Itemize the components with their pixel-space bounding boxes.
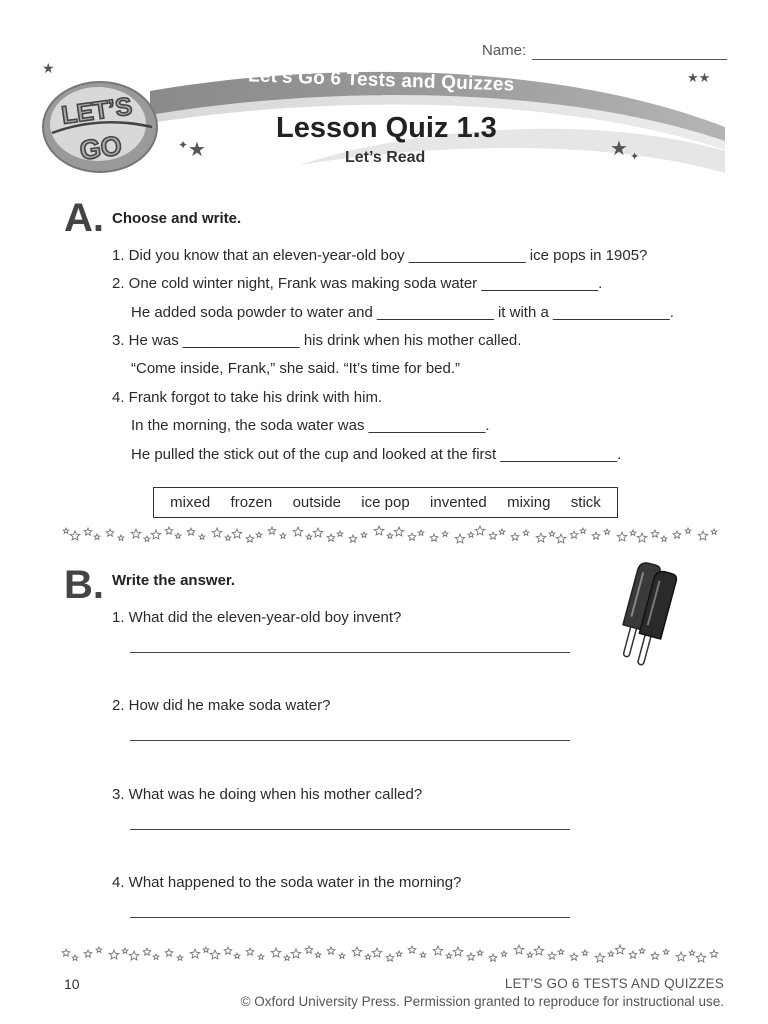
star-icon [430, 534, 438, 541]
word-bank-item: mixed [170, 494, 211, 511]
section-b-letter: B. [64, 563, 104, 607]
word-bank [153, 487, 618, 518]
footer-copyright: © Oxford University Press. Permission granted to reproduce for instructional use. [240, 994, 724, 1009]
quiz-subtitle: Let’s Read [345, 149, 426, 166]
star-icon [72, 955, 78, 960]
star-icon [118, 535, 124, 540]
star-icon: ✦ [178, 138, 189, 152]
star-icon [556, 534, 566, 543]
star-icon [225, 535, 231, 540]
star-icon [582, 950, 588, 955]
section-b-instruction: Write the answer. [112, 572, 236, 589]
star-icon [327, 947, 335, 954]
star-icon [676, 952, 686, 961]
star-icon [455, 534, 465, 543]
star-icon [315, 952, 321, 957]
star-icon [203, 947, 209, 952]
star-icon [418, 530, 424, 535]
series-title: Let’s Go 6 Tests and Quizzes [247, 65, 515, 96]
star-icon [144, 536, 150, 541]
star-icon [651, 530, 659, 537]
word-bank-item: mixing [507, 494, 551, 511]
answer-line[interactable] [130, 917, 570, 918]
star-icon [548, 952, 556, 959]
section-a-line: He added soda powder to water and ______________ it with a ______________. [131, 304, 674, 321]
star-icon [394, 527, 404, 536]
section-a-line: In the morning, the soda water was ______________. [131, 417, 490, 434]
star-icon [592, 532, 600, 539]
star-icon [514, 945, 524, 954]
star-icon [284, 955, 290, 960]
star-icon [187, 528, 195, 535]
star-icon [511, 533, 519, 540]
star-icon [615, 945, 625, 954]
section-a-line: 3. He was ______________ his drink when his mother called. [112, 332, 522, 349]
star-icon [558, 949, 564, 954]
star-icon [534, 946, 544, 955]
star-icon [84, 950, 92, 957]
star-icon [210, 950, 220, 959]
word-bank-item: outside [292, 494, 341, 511]
star-icon [689, 950, 695, 955]
star-icon [153, 954, 159, 959]
star-icon [489, 532, 497, 539]
star-icon [617, 532, 627, 541]
star-icon [190, 949, 200, 958]
star-icon [246, 948, 254, 955]
star-icon [306, 534, 312, 539]
star-icon: ★ [188, 139, 206, 161]
section-a-line: He pulled the stick out of the cup and looked at the first ______________. [131, 446, 622, 463]
section-a-letter: A. [64, 196, 104, 240]
star-icon [639, 948, 645, 953]
logo-text-lets: LET’S [59, 92, 134, 130]
star-icon [527, 952, 533, 957]
star-icon [386, 954, 394, 961]
star-icon [661, 536, 667, 541]
star-icon [258, 954, 264, 959]
star-icon [651, 952, 659, 959]
footer-book-title: LET’S GO 6 TESTS AND QUIZZES [504, 976, 724, 991]
star-icon [94, 534, 100, 539]
star-icon [396, 951, 402, 956]
word-bank-item: invented [430, 494, 487, 511]
star-icon [536, 533, 546, 542]
star-icon [361, 532, 367, 537]
star-icon [165, 949, 173, 956]
star-icon [199, 534, 205, 539]
star-icon [408, 946, 416, 953]
star-icon [291, 949, 301, 958]
star-icon [549, 531, 555, 536]
star-icon [109, 950, 119, 959]
star-icon [224, 947, 232, 954]
star-icon [408, 533, 416, 540]
star-icon [453, 947, 463, 956]
star-icon [710, 950, 718, 957]
page-number: 10 [64, 976, 80, 992]
star-icon [327, 534, 335, 541]
answer-line[interactable] [130, 740, 570, 741]
question: 2. How did he make soda water? [112, 697, 331, 714]
star-icon [711, 529, 717, 534]
word-bank-item: stick [570, 494, 601, 511]
star-icon [499, 529, 505, 534]
star-icon [246, 535, 254, 542]
section-a-line: 1. Did you know that an eleven-year-old boy ______________ ice pops in 1905? [112, 247, 648, 264]
star-icon [387, 533, 393, 538]
star-icon [595, 953, 605, 962]
star-icon [604, 529, 610, 534]
star-divider [60, 942, 725, 964]
popsicle-icon [612, 562, 692, 672]
star-icon [84, 528, 92, 535]
section-a-line: “Come inside, Frank,” she said. “It’s time for bed.” [131, 360, 461, 377]
section-a-line: 2. One cold winter night, Frank was making soda water ______________. [112, 275, 603, 292]
star-icon [337, 531, 343, 536]
star-icon [629, 951, 637, 958]
star-icon [365, 954, 371, 959]
star-icon [232, 529, 242, 538]
star-icon [489, 954, 497, 961]
star-icon [280, 533, 286, 538]
star-icon [106, 529, 114, 536]
star-icon [165, 527, 173, 534]
star-icon: ✦ [630, 151, 640, 163]
star-icon: ★ [42, 60, 55, 76]
star-icon [442, 531, 448, 536]
star-icon [313, 528, 323, 537]
star-icon [523, 530, 529, 535]
star-icon [696, 953, 706, 962]
star-icon [698, 531, 708, 540]
star-icon [96, 947, 102, 952]
star-icon [177, 955, 183, 960]
star-icon [374, 526, 384, 535]
star-icon [268, 527, 276, 534]
answer-line[interactable] [130, 652, 570, 653]
star-icon [608, 951, 614, 956]
star-icon [352, 947, 362, 956]
lets-go-logo [40, 75, 170, 175]
question: 4. What happened to the soda water in the morning? [112, 874, 462, 891]
word-bank-item: ice pop [361, 494, 410, 511]
star-icon [637, 533, 647, 542]
logo-text-go: GO [77, 130, 124, 166]
star-divider [60, 523, 725, 545]
star-icon [131, 529, 141, 538]
star-icon [175, 533, 181, 538]
star-icon [501, 951, 507, 956]
star-icon [62, 949, 70, 956]
star-icon [143, 948, 151, 955]
star-icon [349, 535, 357, 542]
section-a-instruction: Choose and write. [112, 210, 242, 227]
star-icon [256, 532, 262, 537]
star-icon [234, 953, 240, 958]
star-icon [372, 948, 382, 957]
name-label: Name: [482, 42, 527, 59]
star-icon [673, 531, 681, 538]
star-icon [467, 953, 475, 960]
star-icon [468, 532, 474, 537]
question: 3. What was he doing when his mother called? [112, 786, 423, 803]
star-icon [63, 528, 69, 533]
answer-line[interactable] [130, 829, 570, 830]
section-a-line: 4. Frank forgot to take his drink with him. [112, 389, 383, 406]
star-icon: ★ [610, 138, 628, 160]
star-icon [122, 948, 128, 953]
star-icon [477, 950, 483, 955]
star-icon: ★★ [687, 70, 711, 85]
star-icon [475, 526, 485, 535]
star-icon [70, 531, 80, 540]
star-icon [433, 946, 443, 955]
star-icon [580, 528, 586, 533]
word-bank-item: frozen [230, 494, 273, 511]
star-icon [446, 953, 452, 958]
star-icon [570, 531, 578, 538]
star-icon [271, 948, 281, 957]
star-icon [151, 530, 161, 539]
quiz-title: Lesson Quiz 1.3 [276, 112, 497, 144]
star-icon [129, 951, 139, 960]
star-icon [339, 953, 345, 958]
star-icon [293, 527, 303, 536]
star-icon [305, 946, 313, 953]
star-icon [420, 952, 426, 957]
star-icon [630, 530, 636, 535]
question: 1. What did the eleven-year-old boy invent? [112, 609, 402, 626]
star-icon [663, 949, 669, 954]
star-icon [212, 528, 222, 537]
star-icon [685, 528, 691, 533]
star-icon [570, 953, 578, 960]
